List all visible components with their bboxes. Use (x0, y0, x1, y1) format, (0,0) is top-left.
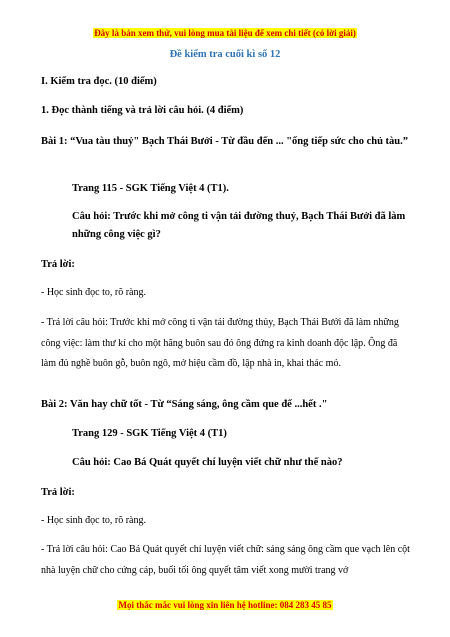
lesson-1-page-ref: Trang 115 - SGK Tiếng Việt 4 (T1). (72, 183, 229, 194)
lesson-1-answer-read: - Học sinh đọc to, rõ ràng. (41, 287, 146, 298)
subsection-heading: 1. Đọc thành tiếng và trả lời câu hỏi. (4 điểm) (41, 105, 244, 116)
lesson-2-page-ref: Trang 129 - SGK Tiếng Việt 4 (T1) (72, 428, 227, 439)
lesson-1-title: Bài 1: “Vua tàu thuỷ" Bạch Thái Bưởi - Từ đầu đến ... "ống tiếp sức cho chủ tàu.” (41, 136, 409, 147)
lesson-2-title: Bài 2: Văn hay chữ tốt - Từ “Sáng sáng, ông cầm que để ...hết ." (41, 399, 328, 410)
lesson-2-answer-label: Trả lời: (41, 487, 75, 498)
document-title: Đề kiểm tra cuối kì số 12 (169, 49, 281, 60)
lesson-2-answer-read: - Học sinh đọc to, rõ ràng. (41, 515, 146, 526)
preview-notice-banner (0, 28, 450, 38)
lesson-2-answer-text: - Trả lời câu hỏi: Cao Bá Quát quyết chí luyện viết chữ: sáng sáng ông cầm que vạch lên cột nhà luyện chữ cho cứng cáp, buổi tối ông quyết tâm viết xong mười trang vở (41, 544, 410, 576)
hotline-notice-banner (0, 600, 450, 610)
hotline-notice-text: Mọi thắc mắc vui lòng xin liên hệ hotline: 084 283 45 85 (118, 600, 332, 610)
preview-notice-text: Đây là bản xem thử, vui lòng mua tài liệu để xem chi tiết (có lời giải) (94, 28, 356, 38)
section-heading: I. Kiểm tra đọc. (10 điểm) (41, 76, 157, 87)
lesson-1-question: Câu hỏi: Trước khi mở công ti vận tải đường thuỷ, Bạch Thái Bưởi đã làm những công việc gì? (72, 211, 406, 240)
lesson-1-answer-label: Trả lời: (41, 259, 75, 270)
lesson-2-question: Câu hỏi: Cao Bá Quát quyết chí luyện viết chữ như thế nào? (72, 457, 343, 468)
lesson-1-answer-text: - Trả lời câu hỏi: Trước khi mở công ti vận tải đường thủy, Bạch Thái Bưởi đã làm những công việc: làm thư kí cho một hãng buôn sau đó ông đứng ra kinh doanh độc lập. Ông đã làm đủ nghề buôn gỗ, buôn ngô, mở hiệu cầm đồ, lập nhà in, khai thác mỏ. (41, 317, 399, 369)
